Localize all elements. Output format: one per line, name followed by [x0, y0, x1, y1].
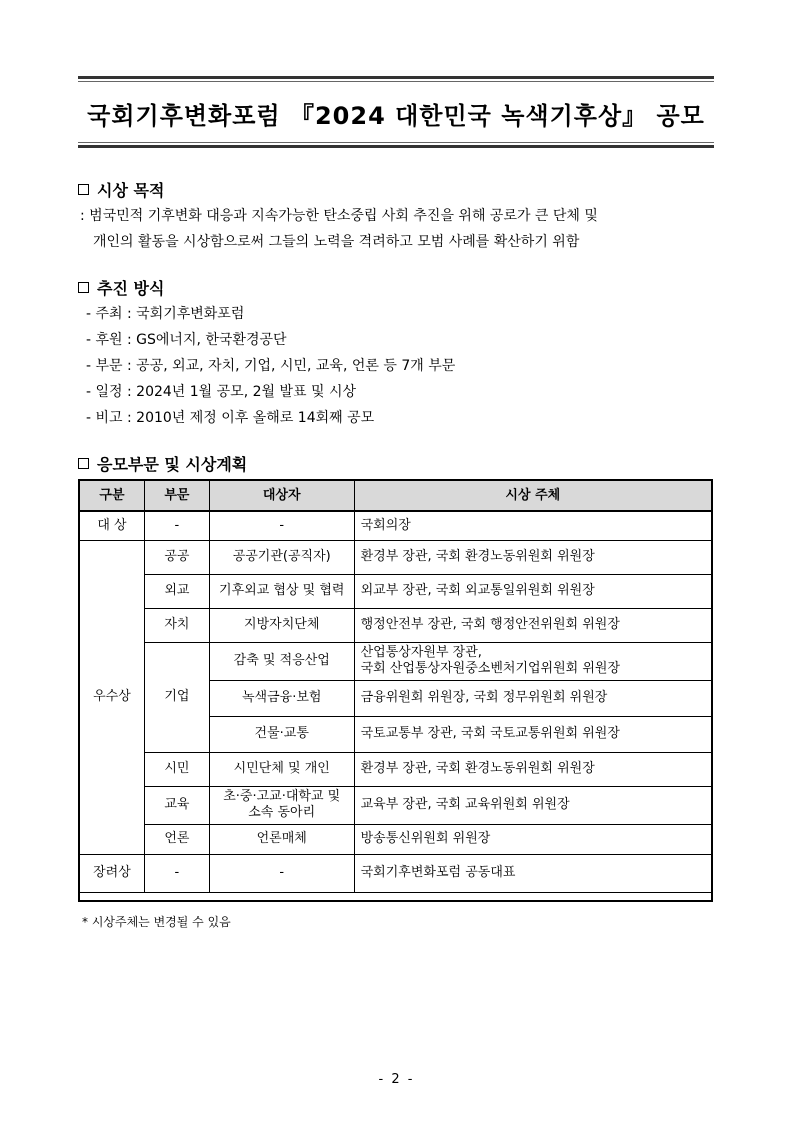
cell-class: 장려상: [80, 854, 145, 892]
section-purpose-heading: [78, 178, 164, 201]
method-item-sponsor: - 후원 : GS에너지, 한국환경공단: [86, 332, 287, 348]
cell-org: 환경부 장관, 국회 환경노동위원회 위원장: [354, 540, 711, 574]
cell-org: 국회의장: [354, 511, 711, 540]
section-plan-title: 응모부문 및 시상계획: [97, 455, 248, 474]
cell-target: 지방자치단체: [209, 608, 354, 642]
method-item-fields: - 부문 : 공공, 외교, 자치, 기업, 시민, 교육, 언론 등 7개 부문: [86, 358, 456, 374]
table-row: [80, 824, 712, 854]
table-row: [80, 854, 712, 892]
cell-target: 감축 및 적응산업: [209, 642, 354, 680]
checkbox-square-icon: [78, 184, 89, 195]
checkbox-square-icon: [78, 282, 89, 293]
checkbox-square-icon: [78, 458, 89, 469]
cell-org: 국회기후변화포럼 공동대표: [354, 854, 711, 892]
section-plan-heading: [78, 452, 247, 475]
cell-target: [209, 786, 354, 824]
cell-field: -: [144, 854, 209, 892]
cell-target: 건물·교통: [209, 716, 354, 752]
cell-org: 환경부 장관, 국회 환경노동위원회 위원장: [354, 752, 711, 786]
table-row: [80, 540, 712, 574]
cell-target: 공공기관(공직자): [209, 540, 354, 574]
purpose-line-1: : 범국민적 기후변화 대응과 지속가능한 탄소중립 사회 추진을 위해 공로가 큰 단체 및: [80, 208, 598, 224]
cell-target-line: 초·중·고교·대학교 및: [223, 789, 341, 804]
method-item-remark: - 비고 : 2010년 제정 이후 올해로 14회째 공모: [86, 410, 375, 426]
table-row: [80, 786, 712, 824]
purpose-line-2: 개인의 활동을 시상함으로써 그들의 노력을 격려하고 모범 사례를 확산하기 위함: [93, 234, 580, 250]
cell-target: -: [209, 511, 354, 540]
header-field: 부문: [144, 481, 209, 512]
cell-field: 시민: [144, 752, 209, 786]
cell-org-line: 국회 산업통상자원중소벤처기업위원회 위원장: [360, 661, 621, 676]
cell-org: 교육부 장관, 국회 교육위원회 위원장: [354, 786, 711, 824]
cell-target: 언론매체: [209, 824, 354, 854]
table-row: [80, 752, 712, 786]
award-plan-table: [79, 480, 712, 893]
document-title: 국회기후변화포럼 『2024 대한민국 녹색기후상』 공모: [87, 102, 705, 130]
cell-target: 시민단체 및 개인: [209, 752, 354, 786]
cell-org: 행정안전부 장관, 국회 행정안전위원회 위원장: [354, 608, 711, 642]
cell-field: 외교: [144, 574, 209, 608]
cell-field: 언론: [144, 824, 209, 854]
section-purpose-title: 시상 목적: [97, 181, 165, 200]
method-item-schedule: - 일정 : 2024년 1월 공모, 2월 발표 및 시상: [86, 384, 357, 400]
cell-org: 방송통신위원회 위원장: [354, 824, 711, 854]
title-box: [78, 76, 714, 148]
cell-org: 금융위원회 위원장, 국회 정무위원회 위원장: [354, 680, 711, 716]
cell-field: 공공: [144, 540, 209, 574]
cell-org-line: 산업통상자원부 장관,: [360, 645, 482, 660]
cell-field: 기업: [144, 642, 209, 752]
cell-org: 외교부 장관, 국회 외교통일위원회 위원장: [354, 574, 711, 608]
header-target: 대상자: [209, 481, 354, 512]
table-row: [80, 511, 712, 540]
cell-target: 기후외교 협상 및 협력: [209, 574, 354, 608]
cell-org: [354, 642, 711, 680]
method-item-host: - 주최 : 국회기후변화포럼: [86, 306, 245, 322]
cell-target: -: [209, 854, 354, 892]
cell-class: 대 상: [80, 511, 145, 540]
cell-field: 자치: [144, 608, 209, 642]
table-row: [80, 642, 712, 680]
table-row: [80, 608, 712, 642]
table-row: [80, 574, 712, 608]
page-number: - 2 -: [378, 1072, 415, 1087]
cell-org: 국토교통부 장관, 국회 국토교통위원회 위원장: [354, 716, 711, 752]
header-org: 시상 주체: [354, 481, 711, 512]
cell-target: 녹색금융·보험: [209, 680, 354, 716]
cell-field: -: [144, 511, 209, 540]
header-class: 구분: [80, 481, 145, 512]
footnote: * 시상주체는 변경될 수 있음: [82, 915, 231, 929]
section-method-heading: [78, 276, 164, 299]
section-method-title: 추진 방식: [97, 279, 165, 298]
cell-class: 우수상: [80, 540, 145, 854]
cell-field: 교육: [144, 786, 209, 824]
table-header-row: [80, 481, 712, 512]
cell-target-line: 소속 동아리: [248, 805, 316, 820]
